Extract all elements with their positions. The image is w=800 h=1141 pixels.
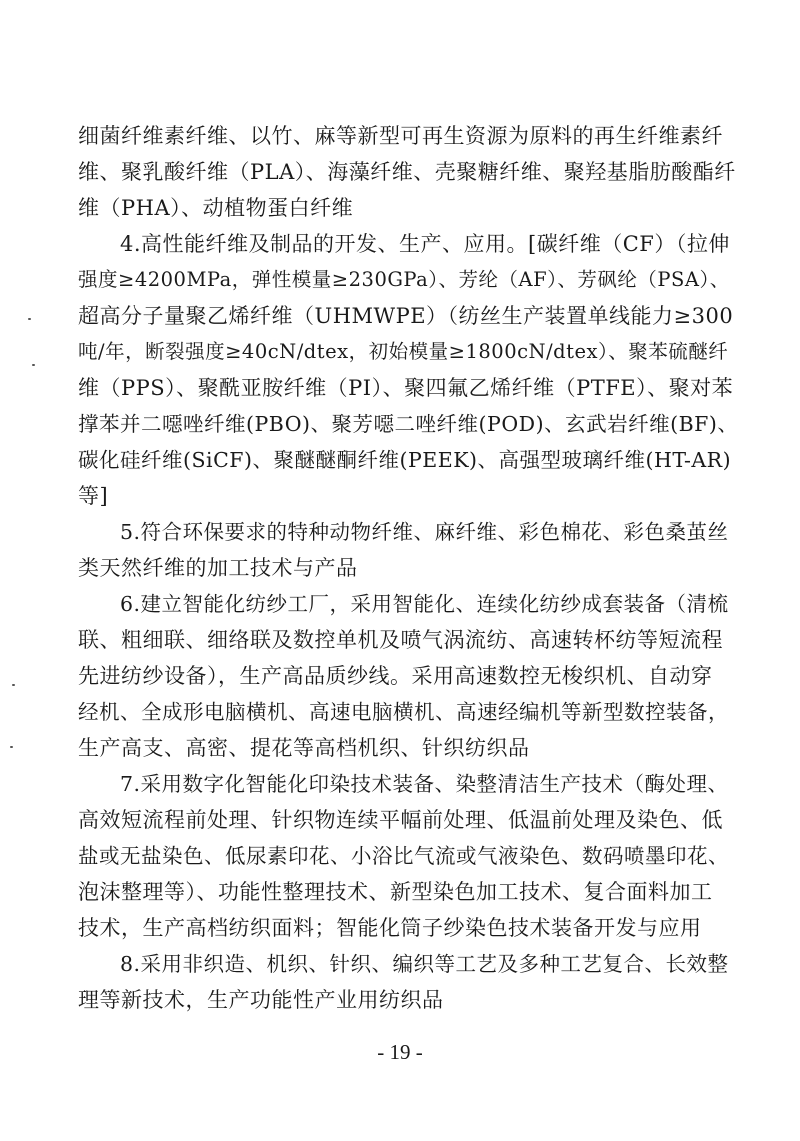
text-line: 8.采用非织造、机织、针织、编织等工艺及多种工艺复合、长效整	[120, 952, 729, 976]
scan-speck	[32, 364, 35, 366]
text-line: 7.采用数字化智能化印染技术装备、染整清洁生产技术（酶处理、	[120, 772, 729, 796]
text-line: 技术，生产高档纺织面料；智能化筒子纱染色技术装备开发与应用	[78, 916, 702, 940]
text-line: 4.高性能纤维及制品的开发、生产、应用。[碳纤维（CF）（拉伸	[120, 232, 730, 256]
text-line: 细菌纤维素纤维、以竹、麻等新型可再生资源为原料的再生纤维素纤	[78, 124, 723, 148]
text-line: 撑苯并二噁唑纤维(PBO)、聚芳噁二唑纤维(POD)、玄武岩纤维(BF)、	[78, 412, 739, 436]
text-line: 吨/年，断裂强度≥40cN/dtex，初始模量≥1800cN/dtex）、聚苯硫醚纤	[78, 340, 729, 363]
text-line: 6.建立智能化纺纱工厂，采用智能化、连续化纺纱成套装备（清梳	[120, 592, 729, 616]
text-line: 高效短流程前处理、针织物连续平幅前处理、低温前处理及染色、低	[78, 808, 723, 832]
text-line: 先进纺纱设备），生产高品质纱线。采用高速数控无梭织机、自动穿	[78, 664, 713, 688]
text-line: 生产高支、高密、提花等高档机织、针织纺织品	[78, 736, 530, 760]
text-line: 等]	[78, 484, 109, 508]
text-line: 维（PPS）、聚酰亚胺纤维（PI）、聚四氟乙烯纤维（PTFE）、聚对苯	[78, 376, 734, 400]
text-line: 联、粗细联、细络联及数控单机及喷气涡流纺、高速转杯纺等短流程	[78, 628, 723, 652]
text-line: 盐或无盐染色、低尿素印花、小浴比气流或气液染色、数码喷墨印花、	[78, 844, 729, 868]
scan-speck	[28, 318, 31, 320]
page-number: - 19 -	[377, 1040, 423, 1064]
text-line: 碳化硅纤维(SiCF)、聚醚醚酮纤维(PEEK)、高强型玻璃纤维(HT-AR)	[78, 448, 732, 472]
body-text	[78, 118, 742, 1018]
text-line: 维、聚乳酸纤维（PLA）、海藻纤维、壳聚糖纤维、聚羟基脂肪酸酯纤	[78, 160, 736, 184]
scan-speck	[10, 746, 13, 748]
text-line: 强度≥4200MPa，弹性模量≥230GPa）、芳纶（AF）、芳砜纶（PSA）、	[78, 268, 730, 291]
text-line: 类天然纤维的加工技术与产品	[78, 556, 358, 580]
scan-speck	[12, 684, 15, 686]
text-line: 维（PHA）、动植物蛋白纤维	[78, 196, 354, 220]
text-line: 5.符合环保要求的特种动物纤维、麻纤维、彩色棉花、彩色桑茧丝	[120, 520, 729, 544]
text-line: 经机、全成形电脑横机、高速电脑横机、高速经编机等新型数控装备，	[78, 700, 729, 724]
text-line: 理等新技术，生产功能性产业用纺织品	[78, 988, 444, 1012]
text-line: 超高分子量聚乙烯纤维（UHMWPE）（纺丝生产装置单线能力≥300	[78, 304, 734, 328]
text-line: 泡沫整理等）、功能性整理技术、新型染色加工技术、复合面料加工	[78, 880, 713, 904]
